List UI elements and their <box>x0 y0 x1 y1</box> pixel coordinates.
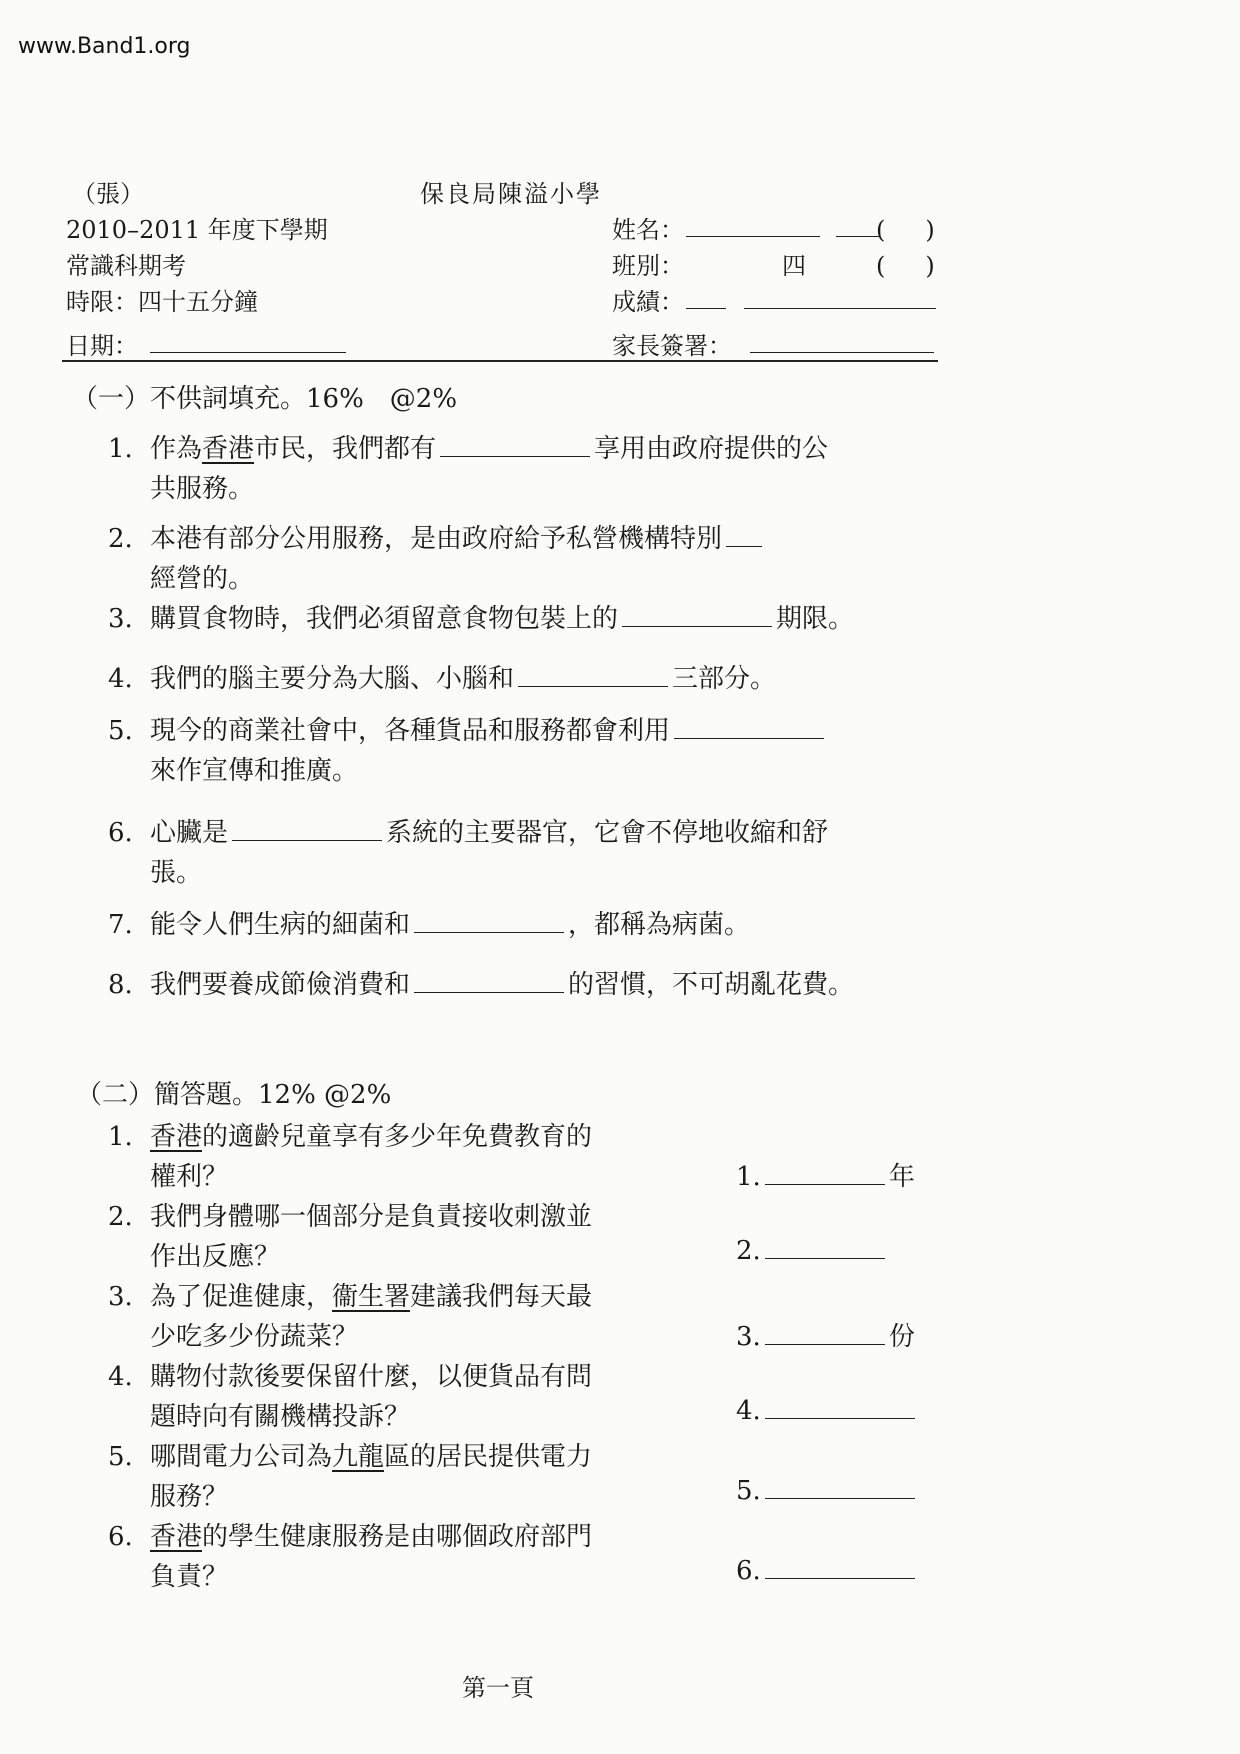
answer-blank[interactable] <box>518 686 668 687</box>
class-paren: ( ) <box>876 252 943 280</box>
fill-question-4: 4. 我們的腦主要分為大腦、小腦和 三部分。 <box>108 664 777 694</box>
answer-blank[interactable] <box>414 932 564 933</box>
date-blank[interactable] <box>150 352 346 353</box>
fill-question-5-cont: 來作宣傳和推廣。 <box>150 756 359 786</box>
parent-signature-blank[interactable] <box>750 352 934 353</box>
answer-blank[interactable] <box>440 456 590 457</box>
short-question-4-cont: 題時向有關機構投訴？ <box>150 1402 411 1432</box>
short-question-2: 2. 我們身體哪一個部分是負責接收刺激並 <box>108 1202 593 1232</box>
fill-question-2-cont: 經營的。 <box>150 564 255 594</box>
fill-question-5: 5. 現今的商業社會中，各種貨品和服務都會利用 <box>108 710 828 747</box>
class-value: 四 <box>782 252 806 280</box>
answer-blank[interactable] <box>726 546 762 547</box>
answer-blank[interactable] <box>765 1498 915 1499</box>
answer-line-5: 5. <box>736 1476 919 1506</box>
term-label: 2010–2011 年度下學期 <box>66 216 328 244</box>
name-paren: ( ) <box>876 216 943 244</box>
time-limit-label: 時限：四十五分鐘 <box>66 288 258 316</box>
short-question-5-cont: 服務？ <box>150 1482 229 1512</box>
header-divider <box>62 360 938 362</box>
answer-blank[interactable] <box>674 738 824 739</box>
section1-title: （一）不供詞填充。16% @2% <box>72 384 458 414</box>
answer-blank[interactable] <box>765 1418 915 1419</box>
short-question-6: 6. 香港的學生健康服務是由哪個政府部門 <box>108 1522 593 1552</box>
score-blank-1[interactable] <box>686 308 726 309</box>
fill-question-7: 7. 能令人們生病的細菌和 ，都稱為病菌。 <box>108 910 751 940</box>
parent-signature-label: 家長簽署： <box>612 332 732 360</box>
date-label: 日期： <box>66 332 138 360</box>
paper-version-tag: （張） <box>72 180 144 208</box>
answer-blank[interactable] <box>765 1258 885 1259</box>
name-blank[interactable] <box>686 236 820 237</box>
fill-question-2: 2. 本港有部分公用服務，是由政府給予私營機構特別 <box>108 518 766 555</box>
answer-blank[interactable] <box>765 1344 885 1345</box>
question-number: 1. <box>108 434 133 464</box>
fill-question-6-cont: 張。 <box>150 858 203 888</box>
short-question-1: 1. 香港的適齡兒童享有多少年免費教育的 <box>108 1122 593 1152</box>
name-label: 姓名： <box>612 216 684 244</box>
name-blank-2[interactable] <box>836 236 880 237</box>
class-label: 班別： <box>612 252 684 280</box>
short-question-5: 5. 哪間電力公司為九龍區的居民提供電力 <box>108 1442 593 1472</box>
short-question-4: 4. 購物付款後要保留什麼，以便貨品有問 <box>108 1362 593 1392</box>
score-label: 成績： <box>612 288 684 316</box>
school-name: 保良局陳溢小學 <box>420 180 602 208</box>
short-question-2-cont: 作出反應？ <box>150 1242 281 1272</box>
fill-question-6: 6. 心臟是 系統的主要器官，它會不停地收縮和舒 <box>108 818 829 848</box>
answer-line-4: 4. <box>736 1396 919 1426</box>
fill-question-1-cont: 共服務。 <box>150 474 255 504</box>
fill-question-1: 1. 作為香港市民，我們都有 享用由政府提供的公 <box>108 434 829 464</box>
answer-blank[interactable] <box>765 1578 915 1579</box>
answer-line-2: 2. <box>736 1236 889 1266</box>
score-blank-2[interactable] <box>744 308 936 309</box>
fill-question-8: 8. 我們要養成節儉消費和 的習慣，不可胡亂花費。 <box>108 970 855 1000</box>
short-question-1-cont: 權利？ <box>150 1162 229 1192</box>
short-question-6-cont: 負責？ <box>150 1562 229 1592</box>
answer-line-3: 3. 份 <box>736 1322 915 1352</box>
fill-question-3: 3. 購買食物時，我們必須留意食物包裝上的 期限。 <box>108 604 855 634</box>
short-question-3: 3. 為了促進健康，衞生署建議我們每天最 <box>108 1282 593 1312</box>
answer-blank[interactable] <box>622 626 772 627</box>
answer-line-1: 1. 年 <box>736 1162 915 1192</box>
answer-blank[interactable] <box>765 1184 885 1185</box>
answer-blank[interactable] <box>232 840 382 841</box>
subject-label: 常識科期考 <box>66 252 186 280</box>
answer-line-6: 6. <box>736 1556 919 1586</box>
answer-blank[interactable] <box>414 992 564 993</box>
short-question-3-cont: 少吃多少份蔬菜？ <box>150 1322 359 1352</box>
section2-title: （二）簡答題。12% @2% <box>76 1080 392 1110</box>
site-watermark: www.Band1.org <box>18 34 191 59</box>
page-number: 第一頁 <box>462 1674 534 1702</box>
